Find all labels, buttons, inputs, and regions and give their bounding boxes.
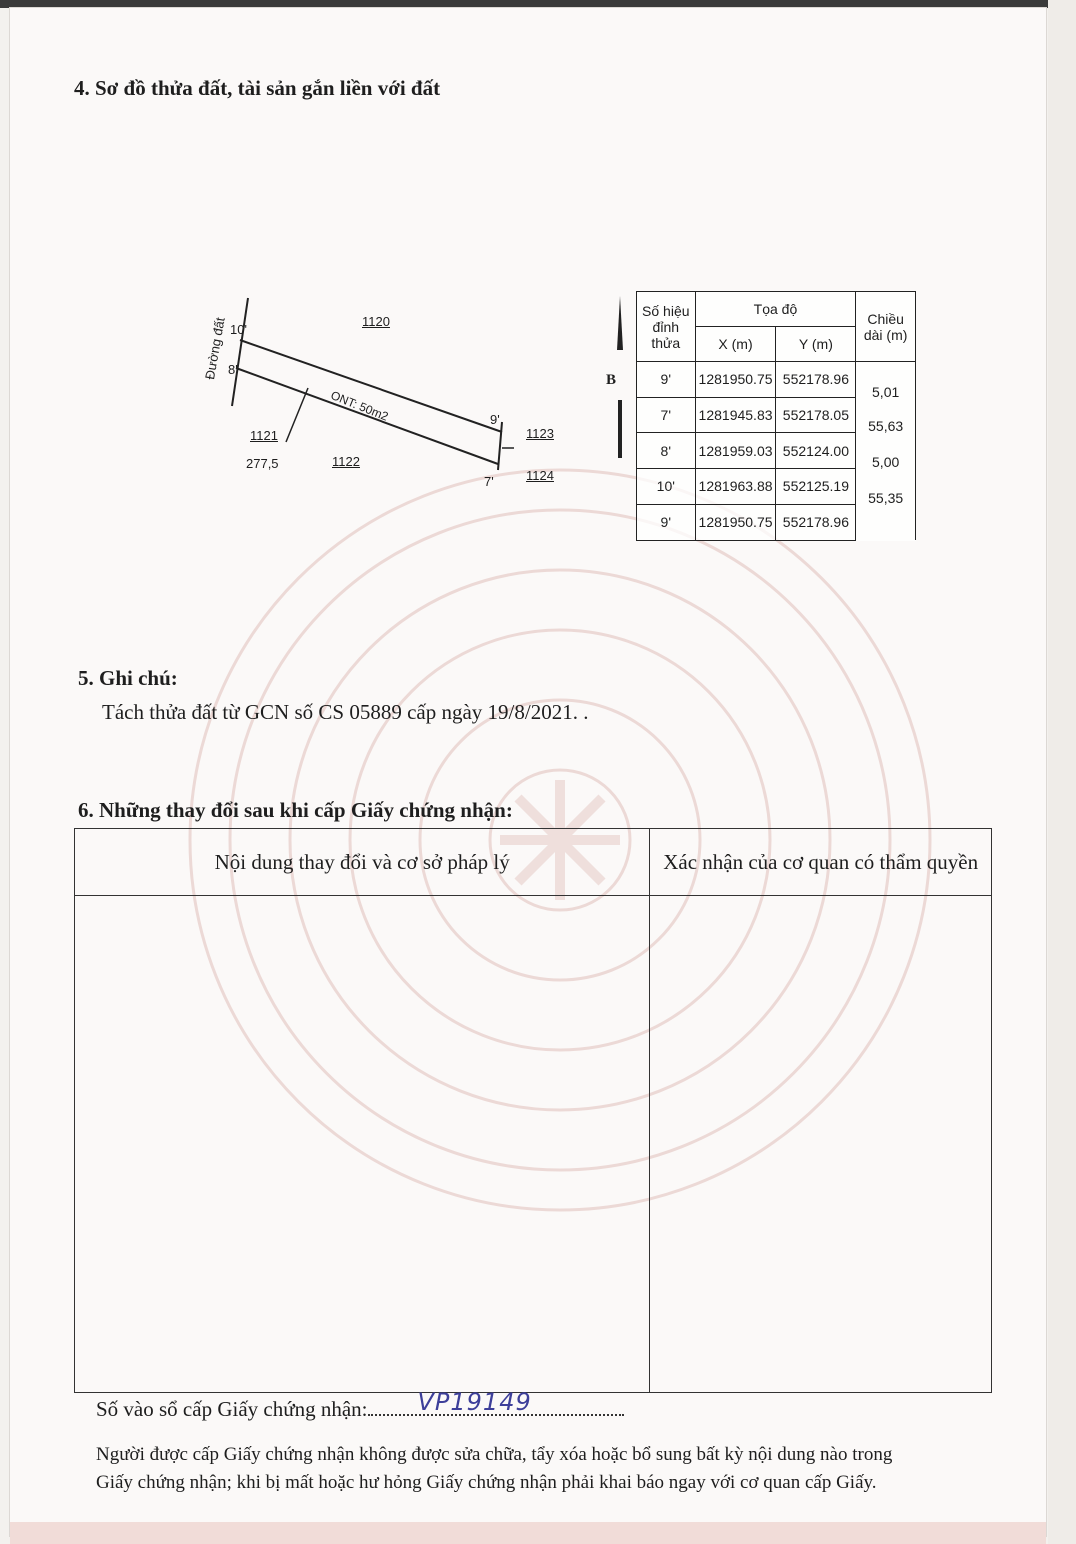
x-cell: 1281959.03: [695, 433, 776, 469]
vertex-7-label: 7': [484, 474, 494, 489]
table-row: [637, 362, 916, 398]
parcel-1122-label: 1122: [332, 454, 360, 469]
note-text: Tách thửa đất từ GCN số CS 05889 cấp ngày 19/8/2021. .: [102, 700, 589, 724]
vertex-cell: 9': [637, 362, 696, 398]
decorative-border-strip: [10, 1522, 1046, 1544]
section-6-title: 6. Những thay đổi sau khi cấp Giấy chứng nhận:: [78, 798, 513, 822]
registration-label: Số vào sổ cấp Giấy chứng nhận:: [96, 1397, 368, 1421]
header-x: X (m): [695, 327, 776, 362]
registration-dots: [368, 1388, 624, 1416]
notice-line-1: Người được cấp Giấy chứng nhận không được sửa chữa, tẩy xóa hoặc bổ sung bất kỳ nội dung nào trong: [96, 1444, 893, 1465]
parcel-divider-1121: [286, 388, 308, 442]
notice-line-2: Giấy chứng nhận; khi bị mất hoặc hư hỏng Giấy chứng nhận phải khai báo ngay với cơ quan cấp Giấy.: [96, 1472, 877, 1493]
length-cell: 55,35: [868, 490, 904, 506]
parcel-1121-area: 277,5: [246, 456, 279, 471]
header-length: Chiều dài (m): [856, 292, 916, 362]
road-edge-line: [232, 298, 248, 406]
parcel-east-edge: [498, 422, 502, 470]
land-use-label: ONT: 50m2: [328, 388, 391, 424]
x-cell: 1281950.75: [695, 362, 776, 398]
road-label: Đường đất: [202, 316, 228, 381]
y-cell: 552125.19: [776, 469, 856, 505]
changes-col-confirmation: Xác nhận của cơ quan có thẩm quyền: [650, 829, 992, 896]
x-cell: 1281950.75: [695, 504, 776, 540]
length-cell: 5,00: [872, 454, 900, 470]
vertex-cell: 10': [637, 469, 696, 505]
coordinate-table: [636, 291, 916, 541]
north-label: B: [606, 372, 617, 388]
vertex-cell: 8': [637, 433, 696, 469]
section-5-title: 5. Ghi chú:: [78, 666, 178, 690]
vertex-cell: 9': [637, 504, 696, 540]
length-column: [856, 362, 916, 541]
parcel-1123-label: 1123: [526, 426, 554, 441]
length-cell: 5,01: [872, 384, 900, 400]
parcel-1124-label: 1124: [526, 468, 554, 483]
changes-content-cell: [75, 896, 650, 1393]
x-cell: 1281963.88: [695, 469, 776, 505]
parcel-sketch: [196, 292, 576, 502]
y-cell: 552178.96: [776, 362, 856, 398]
vertex-8-label: 8': [228, 362, 238, 377]
north-arrow: [608, 296, 632, 458]
length-cell: 55,63: [868, 418, 904, 434]
vertex-9-label: 9': [490, 412, 500, 427]
header-vertex: Số hiệu đỉnh thửa: [637, 292, 696, 362]
header-coords: Tọa độ: [695, 292, 856, 327]
parcel-1121-label: 1121: [250, 428, 278, 443]
registration-number: VP19149: [417, 1388, 532, 1416]
changes-table: [74, 828, 992, 1393]
registration-line: [96, 1388, 624, 1422]
header-y: Y (m): [776, 327, 856, 362]
section-4-title: 4. Sơ đồ thửa đất, tài sản gắn liền với đất: [74, 76, 441, 100]
vertex-10-label: 10': [230, 322, 247, 337]
x-cell: 1281945.83: [695, 397, 776, 433]
changes-confirmation-cell: [650, 896, 992, 1393]
y-cell: 552178.05: [776, 397, 856, 433]
parcel-1120-label: 1120: [362, 314, 390, 329]
y-cell: 552178.96: [776, 504, 856, 540]
changes-col-content: Nội dung thay đổi và cơ sở pháp lý: [75, 829, 650, 896]
y-cell: 552124.00: [776, 433, 856, 469]
scan-right-edge: [1048, 0, 1076, 1544]
scan-top-edge: [0, 0, 1076, 8]
vertex-cell: 7': [637, 397, 696, 433]
